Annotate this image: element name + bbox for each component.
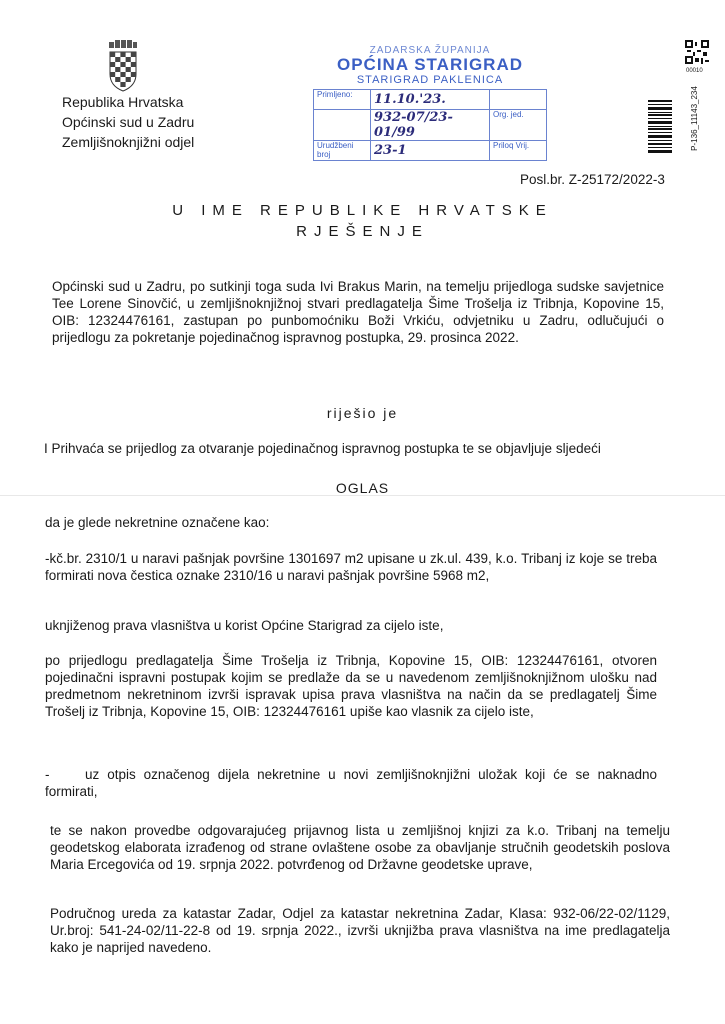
stamp-label: Primljeno: [314, 90, 371, 110]
decided-heading: riješio je [326, 405, 399, 421]
cadastre-office-paragraph: Područnog ureda za katastar Zadar, Odjel za katastar nekretnina Zadar, Klasa: 932-06/22-02/1129, Ur.broj: 541-24-02/11-22-8 od 19. srpnja 2022., izvrši uknjižba prava vlasništva na ime predlagatelja kako je naprijed navedeno. [50, 906, 670, 955]
barcode-icon [648, 100, 672, 154]
qr-code-icon [685, 40, 709, 64]
implementation-paragraph: te se nakon provedbe odgovarajućeg prijavnog lista u zemljišnoj knjizi za k.o. Tribanj na temelju geodetskog elaborata izrađenog od strane ovlaštene osobe za obavljanje stručnih geodetskih poslova Maria Ercegovića od 19. srpnja 2022. potvrđenog od Državne geodetske uprave, [50, 823, 670, 872]
court-header [62, 92, 194, 152]
court-line: Općinski sud u Zadru [62, 114, 195, 130]
stamp-extra: Priloq Vrij. [490, 141, 547, 161]
stamp-row [314, 90, 547, 110]
stamp-label: Urudžbeni broj [314, 141, 371, 161]
court-line: Zemljišnoknjižni odjel [62, 134, 195, 150]
qr-label: 00010 [686, 68, 703, 74]
croatian-coat-of-arms-icon [108, 40, 138, 92]
stamp-reg-number: 23-1 [371, 141, 490, 161]
parcel-paragraph: -kč.br. 2310/1 u naravi pašnjak površine 1301697 m2 upisane u zk.ul. 439, k.o. Tribanj iz koje se treba formirati nova čestica oznake 2310/16 u naravi pašnjak površine 5968 m2, [45, 551, 657, 583]
title-decision: RJEŠENJE [296, 223, 429, 240]
stamp-date: 11.10.'23. [371, 90, 490, 110]
court-line: Republika Hrvatska [62, 94, 184, 110]
stamp-row [314, 141, 547, 161]
stamp-municipality: OPĆINA STARIGRAD [337, 55, 523, 74]
ownership-paragraph: uknjiženog prava vlasništva u korist Općine Starigrad za cijelo iste, [45, 618, 444, 633]
stamp-class: 932-07/23-01/99 [371, 110, 490, 141]
list-dash: - [45, 767, 50, 782]
receipt-stamp [313, 45, 547, 161]
vertical-code-text: P-136_11143_234 [689, 86, 699, 151]
case-number: Posl.br. Z-25172/2022-3 [520, 172, 665, 187]
intro-paragraph: Općinski sud u Zadru, po sutkinji toga suda Ivi Brakus Marin, na temelju prijedloga sudske savjetnice Tee Lorene Sinovčić, u zemljišnoknjižnoj stvari predlagatelja Šime Trošelja iz Tribnja, Kopovine 15, OIB: 12324476161, zastupan po punbomoćniku Boži Vrkiću, odvjetniku u Zadru, odlučujući o prijedlogu za pokretanje pojedinačnog ispravnog postupka, 29. prosinca 2022. [52, 279, 664, 345]
property-intro: da je glede nekretnine označene kao: [45, 515, 270, 530]
notice-heading: OGLAS [335, 480, 390, 496]
stamp-place: STARIGRAD PAKLENICA [356, 74, 504, 86]
stamp-label [314, 110, 371, 141]
stamp-extra [490, 90, 547, 110]
accept-paragraph: I Prihvaća se prijedlog za otvaranje pojedinačnog ispravnog postupka te se objavljuje sljedeći [44, 441, 601, 456]
title-republic: U IME REPUBLIKE HRVATSKE [172, 202, 553, 219]
stamp-county: ZADARSKA ŽUPANIJA [369, 45, 491, 56]
stamp-table [313, 89, 547, 161]
proposal-paragraph: po prijedlogu predlagatelja Šime Trošelja iz Tribnja, Kopovine 15, OIB: 12324476161, otvoren pojedinačni ispravni postupak kojim se predlaže da se u navedenom zemljišnoknjižnom ulošku nad predmetnom nekretninom izvrši ispravak upisa prava vlasništva na način da se predlagatelj Šime Trošelj iz Tribnja, Kopovine 15, OIB: 12324476161 upiše kao vlasnik za cijelo iste, [45, 653, 657, 719]
stamp-extra: Org. jed. [490, 110, 547, 141]
vertical-document-code [689, 80, 704, 160]
stamp-row [314, 110, 547, 141]
transfer-paragraph [45, 766, 657, 800]
transfer-text: uz otpis označenog dijela nekretnine u novi zemljišnoknjižni uložak koji će se naknadno formirati, [45, 767, 657, 799]
